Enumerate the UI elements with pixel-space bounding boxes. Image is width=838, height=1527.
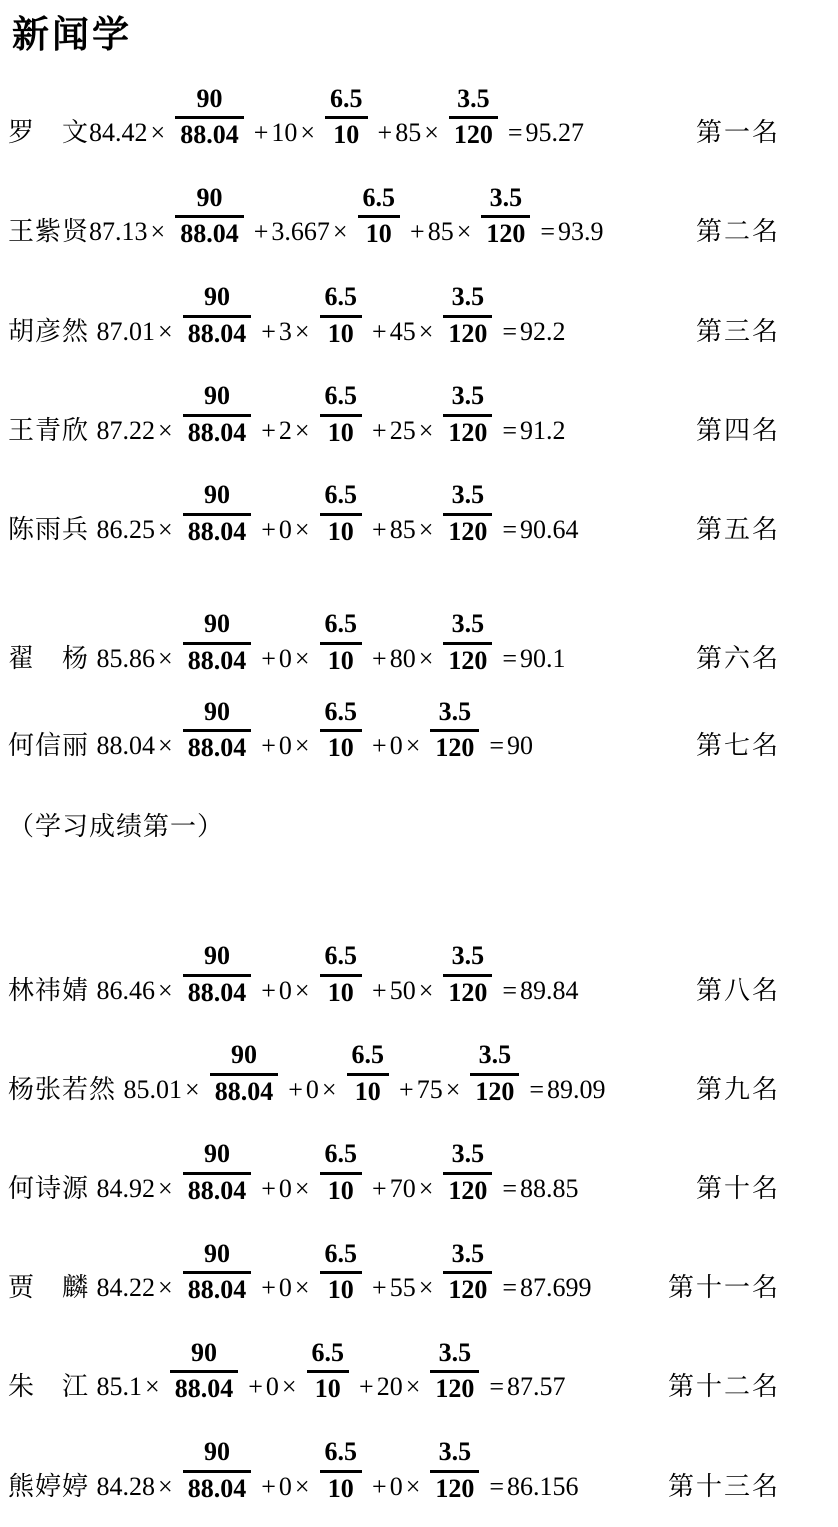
paper-score-value: 2 [278, 415, 292, 445]
academic-fraction [183, 610, 252, 675]
activity-fraction-numerator: 3.5 [438, 1436, 472, 1466]
paper-score-value: 0 [265, 1372, 279, 1402]
activity-fraction-denominator: 120 [443, 1172, 492, 1206]
plus-sign: + [372, 975, 387, 1005]
multiply-sign: × [294, 316, 310, 346]
rank-label: 第三名 [695, 316, 780, 346]
multiply-sign: × [405, 1471, 421, 1501]
paper-fraction-numerator: 6.5 [324, 1436, 358, 1466]
result-row [8, 1240, 838, 1305]
paper-fraction-denominator: 10 [320, 729, 363, 763]
result-row [8, 283, 838, 348]
result-row [8, 85, 838, 150]
activity-fraction-numerator: 3.5 [438, 696, 472, 726]
academic-score-value: 84.28 [96, 1471, 156, 1501]
academic-fraction-denominator: 88.04 [210, 1073, 279, 1107]
paper-fraction [320, 610, 363, 675]
academic-fraction-numerator: 90 [190, 1337, 217, 1367]
multiply-sign: × [300, 118, 316, 148]
academic-fraction [183, 1438, 252, 1503]
total-score-value: 86.156 [507, 1471, 579, 1501]
rank-label: 第六名 [695, 644, 780, 674]
academic-fraction-numerator: 90 [203, 1139, 230, 1169]
ranking-list-bottom [8, 942, 838, 1503]
academic-fraction-numerator: 90 [230, 1040, 257, 1070]
rank-label: 第十三名 [667, 1471, 780, 1501]
total-score-value: 89.84 [520, 975, 579, 1005]
plus-sign: + [372, 731, 387, 761]
activity-fraction-denominator: 120 [443, 974, 492, 1008]
multiply-sign: × [294, 731, 310, 761]
academic-fraction-numerator: 90 [203, 480, 230, 510]
academic-score-value: 87.22 [96, 415, 156, 445]
student-name: 王青欣 [8, 415, 97, 445]
academic-score-value: 85.01 [123, 1074, 183, 1104]
activity-fraction-denominator: 120 [481, 215, 530, 249]
activity-fraction-denominator: 120 [430, 729, 479, 763]
academic-score-value: 84.92 [96, 1174, 156, 1204]
equals-sign: = [502, 975, 518, 1005]
equals-sign: = [502, 415, 518, 445]
paper-fraction-denominator: 10 [320, 315, 363, 349]
multiply-sign: × [158, 415, 173, 445]
paper-fraction [320, 1240, 363, 1305]
paper-fraction-numerator: 6.5 [324, 1139, 358, 1169]
multiply-sign: × [294, 644, 310, 674]
paper-score-value: 0 [278, 644, 292, 674]
total-score-value: 89.09 [547, 1074, 606, 1104]
multiply-sign: × [294, 975, 310, 1005]
academic-fraction [183, 382, 252, 447]
paper-fraction-denominator: 10 [320, 513, 363, 547]
equals-sign: = [489, 731, 505, 761]
plus-sign: + [261, 514, 276, 544]
student-name: 翟 杨 [8, 644, 97, 674]
rank-label: 第五名 [695, 514, 780, 544]
activity-fraction [443, 481, 492, 546]
plus-sign: + [261, 1174, 276, 1204]
equals-sign: = [529, 1074, 545, 1104]
activity-fraction [443, 610, 492, 675]
plus-sign: + [372, 1471, 387, 1501]
paper-fraction-numerator: 6.5 [330, 83, 363, 113]
academic-fraction-numerator: 90 [203, 609, 230, 639]
student-name: 罗 文 [8, 118, 90, 148]
paper-fraction-numerator: 6.5 [324, 480, 358, 510]
rank-label: 第八名 [695, 975, 780, 1005]
multiply-sign: × [294, 415, 310, 445]
multiply-sign: × [424, 118, 439, 148]
result-row [8, 481, 838, 546]
academic-fraction [210, 1041, 279, 1106]
academic-fraction-denominator: 88.04 [183, 315, 252, 349]
plus-sign: + [372, 514, 387, 544]
multiply-sign: × [418, 1273, 434, 1303]
paper-fraction-numerator: 6.5 [362, 182, 396, 212]
plus-sign: + [372, 316, 387, 346]
total-score-value: 92.2 [520, 316, 566, 346]
result-row [8, 1339, 838, 1404]
paper-fraction-denominator: 10 [320, 1271, 363, 1305]
academic-fraction [183, 1240, 252, 1305]
paper-score-value: 0 [278, 1174, 292, 1204]
plus-sign: + [261, 731, 276, 761]
plus-sign: + [372, 415, 387, 445]
activity-score-value: 75 [416, 1074, 443, 1104]
plus-sign: + [399, 1074, 414, 1104]
paper-fraction-numerator: 6.5 [324, 696, 358, 726]
paper-fraction-denominator: 10 [347, 1073, 390, 1107]
activity-fraction-denominator: 120 [443, 642, 492, 676]
academic-fraction [183, 1140, 252, 1205]
academic-fraction-denominator: 88.04 [183, 513, 252, 547]
equals-sign: = [502, 514, 518, 544]
activity-fraction-numerator: 3.5 [451, 381, 485, 411]
activity-score-value: 25 [389, 415, 416, 445]
activity-fraction-denominator: 120 [430, 1470, 479, 1504]
plus-sign: + [372, 1174, 387, 1204]
student-name: 朱 江 [8, 1372, 97, 1402]
plus-sign: + [372, 1273, 387, 1303]
plus-sign: + [377, 118, 393, 148]
paper-fraction-numerator: 6.5 [311, 1337, 345, 1367]
total-score-value: 88.85 [520, 1174, 579, 1204]
multiply-sign: × [418, 514, 434, 544]
academic-score-value: 85.1 [96, 1372, 143, 1402]
activity-fraction-denominator: 120 [443, 1271, 492, 1305]
student-name: 何信丽 [8, 731, 97, 761]
paper-fraction [307, 1339, 350, 1404]
multiply-sign: × [158, 1273, 173, 1303]
equals-sign: = [540, 217, 556, 247]
student-name: 熊婷婷 [8, 1471, 97, 1501]
activity-fraction [443, 382, 492, 447]
activity-fraction-denominator: 120 [470, 1073, 519, 1107]
result-row [8, 184, 838, 249]
activity-fraction [443, 942, 492, 1007]
paper-fraction [320, 382, 363, 447]
multiply-sign: × [145, 1372, 160, 1402]
rank-label: 第四名 [695, 415, 780, 445]
multiply-sign: × [405, 731, 421, 761]
academic-fraction-denominator: 88.04 [175, 116, 244, 150]
plus-sign: + [261, 316, 276, 346]
equals-sign: = [489, 1372, 505, 1402]
paper-fraction-denominator: 10 [320, 642, 363, 676]
ranking-list-top [8, 85, 838, 763]
multiply-sign: × [281, 1372, 297, 1402]
activity-fraction-denominator: 120 [430, 1370, 479, 1404]
total-score-value: 90 [507, 731, 534, 761]
paper-fraction [320, 942, 363, 1007]
activity-score-value: 80 [389, 644, 416, 674]
paper-fraction-numerator: 6.5 [324, 1238, 358, 1268]
paper-score-value: 0 [278, 731, 292, 761]
result-row [8, 1140, 838, 1205]
plus-sign: + [261, 975, 276, 1005]
rank-label: 第七名 [695, 731, 780, 761]
academic-score-value: 84.22 [96, 1273, 156, 1303]
plus-sign: + [261, 1471, 276, 1501]
result-row [8, 382, 838, 447]
activity-score-value: 0 [389, 731, 403, 761]
activity-fraction-numerator: 3.5 [489, 182, 523, 212]
academic-fraction [183, 283, 252, 348]
result-row [8, 1041, 838, 1106]
academic-fraction-numerator: 90 [196, 83, 223, 113]
academic-fraction-numerator: 90 [196, 182, 223, 212]
academic-score-value: 86.25 [96, 514, 156, 544]
plus-sign: + [248, 1372, 263, 1402]
plus-sign: + [261, 1273, 276, 1303]
academic-fraction-denominator: 88.04 [183, 729, 252, 763]
rank-label: 第十名 [695, 1174, 780, 1204]
paper-score-value: 0 [278, 1471, 292, 1501]
total-score-value: 90.1 [520, 644, 566, 674]
multiply-sign: × [158, 316, 173, 346]
paper-fraction [347, 1041, 390, 1106]
paper-score-value: 0 [305, 1074, 319, 1104]
paper-fraction-numerator: 6.5 [324, 281, 358, 311]
paper-fraction-denominator: 10 [307, 1370, 350, 1404]
multiply-sign: × [405, 1372, 421, 1402]
paper-fraction [325, 85, 368, 150]
academic-fraction-numerator: 90 [203, 381, 230, 411]
plus-sign: + [288, 1074, 303, 1104]
result-row [8, 698, 838, 763]
academic-fraction-numerator: 90 [203, 1238, 230, 1268]
total-score-value: 91.2 [520, 415, 566, 445]
result-row [8, 1438, 838, 1503]
result-row [8, 610, 838, 675]
paper-fraction-denominator: 10 [320, 1470, 363, 1504]
activity-fraction-numerator: 3.5 [478, 1040, 512, 1070]
academic-score-value: 86.46 [96, 975, 156, 1005]
activity-fraction [443, 1140, 492, 1205]
multiply-sign: × [445, 1074, 461, 1104]
paper-fraction-numerator: 6.5 [324, 381, 358, 411]
activity-fraction-denominator: 120 [443, 414, 492, 448]
activity-fraction [443, 1240, 492, 1305]
activity-fraction-numerator: 3.5 [451, 1139, 485, 1169]
activity-fraction [430, 698, 479, 763]
activity-fraction [430, 1339, 479, 1404]
equals-sign: = [502, 1174, 518, 1204]
activity-fraction [481, 184, 530, 249]
paper-score-value: 0 [278, 975, 292, 1005]
total-score-value: 87.57 [507, 1372, 566, 1402]
paper-score-value: 3 [278, 316, 292, 346]
academic-fraction [175, 85, 244, 150]
plus-sign: + [261, 644, 276, 674]
activity-fraction-numerator: 3.5 [451, 281, 485, 311]
page-title: 新闻学 [12, 14, 132, 55]
paper-fraction [358, 184, 401, 249]
rank-label: 第二名 [695, 217, 780, 247]
activity-fraction-denominator: 120 [449, 116, 498, 150]
activity-score-value: 20 [376, 1372, 403, 1402]
equals-sign: = [502, 316, 518, 346]
multiply-sign: × [418, 1174, 434, 1204]
multiply-sign: × [418, 975, 434, 1005]
multiply-sign: × [418, 644, 434, 674]
activity-fraction-denominator: 120 [443, 513, 492, 547]
academic-fraction [183, 698, 252, 763]
paper-score-value: 0 [278, 514, 292, 544]
total-score-value: 87.699 [520, 1273, 592, 1303]
academic-score-value: 88.04 [96, 731, 156, 761]
rank-label: 第十二名 [667, 1372, 780, 1402]
multiply-sign: × [294, 514, 310, 544]
activity-fraction-numerator: 3.5 [457, 83, 490, 113]
paper-fraction-denominator: 10 [320, 414, 363, 448]
multiply-sign: × [150, 118, 166, 148]
activity-fraction [443, 283, 492, 348]
activity-score-value: 70 [389, 1174, 416, 1204]
equals-sign: = [507, 118, 523, 148]
academic-score-value: 85.86 [96, 644, 156, 674]
paper-fraction-numerator: 6.5 [351, 1040, 385, 1070]
student-name: 林祎婧 [8, 975, 97, 1005]
equals-sign: = [489, 1471, 505, 1501]
activity-fraction-numerator: 3.5 [438, 1337, 472, 1367]
academic-score-value: 87.01 [96, 316, 156, 346]
paper-score-value: 10 [271, 118, 298, 148]
activity-fraction-numerator: 3.5 [451, 1238, 485, 1268]
multiply-sign: × [294, 1174, 310, 1204]
activity-fraction [470, 1041, 519, 1106]
paper-fraction-numerator: 6.5 [324, 609, 358, 639]
paper-fraction-denominator: 10 [358, 215, 401, 249]
plus-sign: + [253, 217, 269, 247]
academic-fraction-numerator: 90 [203, 941, 230, 971]
activity-score-value: 55 [389, 1273, 416, 1303]
plus-sign: + [359, 1372, 374, 1402]
activity-fraction [449, 85, 498, 150]
student-name: 贾 麟 [8, 1273, 97, 1303]
activity-fraction-numerator: 3.5 [451, 609, 485, 639]
paper-fraction-denominator: 10 [320, 1172, 363, 1206]
multiply-sign: × [158, 644, 173, 674]
academic-score-value: 87.13 [89, 217, 148, 247]
plus-sign: + [372, 644, 387, 674]
academic-fraction-denominator: 88.04 [183, 974, 252, 1008]
activity-fraction-numerator: 3.5 [451, 941, 485, 971]
student-name: 王紫贤 [8, 217, 90, 247]
multiply-sign: × [185, 1074, 200, 1104]
academic-fraction [170, 1339, 239, 1404]
student-name: 胡彦然 [8, 316, 97, 346]
academic-fraction [183, 481, 252, 546]
total-score-value: 93.9 [558, 217, 604, 247]
activity-fraction-denominator: 120 [443, 315, 492, 349]
activity-fraction-numerator: 3.5 [451, 480, 485, 510]
equals-sign: = [502, 1273, 518, 1303]
rank-label: 第一名 [695, 118, 780, 148]
academic-fraction-denominator: 88.04 [183, 1271, 252, 1305]
activity-score-value: 85 [427, 217, 454, 247]
multiply-sign: × [158, 731, 173, 761]
academic-fraction-numerator: 90 [203, 281, 230, 311]
student-name: 陈雨兵 [8, 514, 97, 544]
plus-sign: + [261, 415, 276, 445]
result-row [8, 942, 838, 1007]
academic-fraction-denominator: 88.04 [183, 1172, 252, 1206]
paper-fraction-numerator: 6.5 [324, 941, 358, 971]
paper-fraction [320, 698, 363, 763]
multiply-sign: × [158, 514, 173, 544]
multiply-sign: × [150, 217, 166, 247]
paper-score-value: 0 [278, 1273, 292, 1303]
multiply-sign: × [158, 1174, 173, 1204]
academic-fraction-denominator: 88.04 [183, 414, 252, 448]
plus-sign: + [410, 217, 425, 247]
multiply-sign: × [321, 1074, 337, 1104]
academic-fraction [175, 184, 244, 249]
equals-sign: = [502, 644, 518, 674]
rank-label: 第九名 [695, 1074, 780, 1104]
total-score-value: 95.27 [525, 118, 585, 148]
academic-fraction-numerator: 90 [203, 1436, 230, 1466]
academic-fraction-denominator: 88.04 [170, 1370, 239, 1404]
paper-fraction-denominator: 10 [320, 974, 363, 1008]
paper-fraction-denominator: 10 [325, 116, 368, 150]
academic-fraction-denominator: 88.04 [183, 642, 252, 676]
activity-score-value: 0 [389, 1471, 403, 1501]
multiply-sign: × [418, 415, 434, 445]
multiply-sign: × [294, 1471, 310, 1501]
multiply-sign: × [158, 975, 173, 1005]
activity-score-value: 85 [389, 514, 416, 544]
paper-fraction [320, 1438, 363, 1503]
multiply-sign: × [332, 217, 348, 247]
academic-fraction [183, 942, 252, 1007]
paper-score-value: 3.667 [271, 217, 330, 247]
activity-score-value: 45 [389, 316, 416, 346]
academic-score-value: 84.42 [89, 118, 148, 148]
activity-score-value: 85 [395, 118, 422, 148]
plus-sign: + [253, 118, 269, 148]
academic-fraction-denominator: 88.04 [175, 215, 244, 249]
paper-fraction [320, 1140, 363, 1205]
multiply-sign: × [418, 316, 434, 346]
multiply-sign: × [294, 1273, 310, 1303]
note-text: （学习成绩第一） [8, 811, 225, 841]
student-name: 杨张若然 [8, 1074, 124, 1104]
activity-score-value: 50 [389, 975, 416, 1005]
activity-fraction [430, 1438, 479, 1503]
student-name: 何诗源 [8, 1174, 97, 1204]
paper-fraction [320, 283, 363, 348]
academic-fraction-numerator: 90 [203, 696, 230, 726]
total-score-value: 90.64 [520, 514, 579, 544]
multiply-sign: × [456, 217, 472, 247]
academic-fraction-denominator: 88.04 [183, 1470, 252, 1504]
multiply-sign: × [158, 1471, 173, 1501]
paper-fraction [320, 481, 363, 546]
rank-label: 第十一名 [667, 1273, 780, 1303]
